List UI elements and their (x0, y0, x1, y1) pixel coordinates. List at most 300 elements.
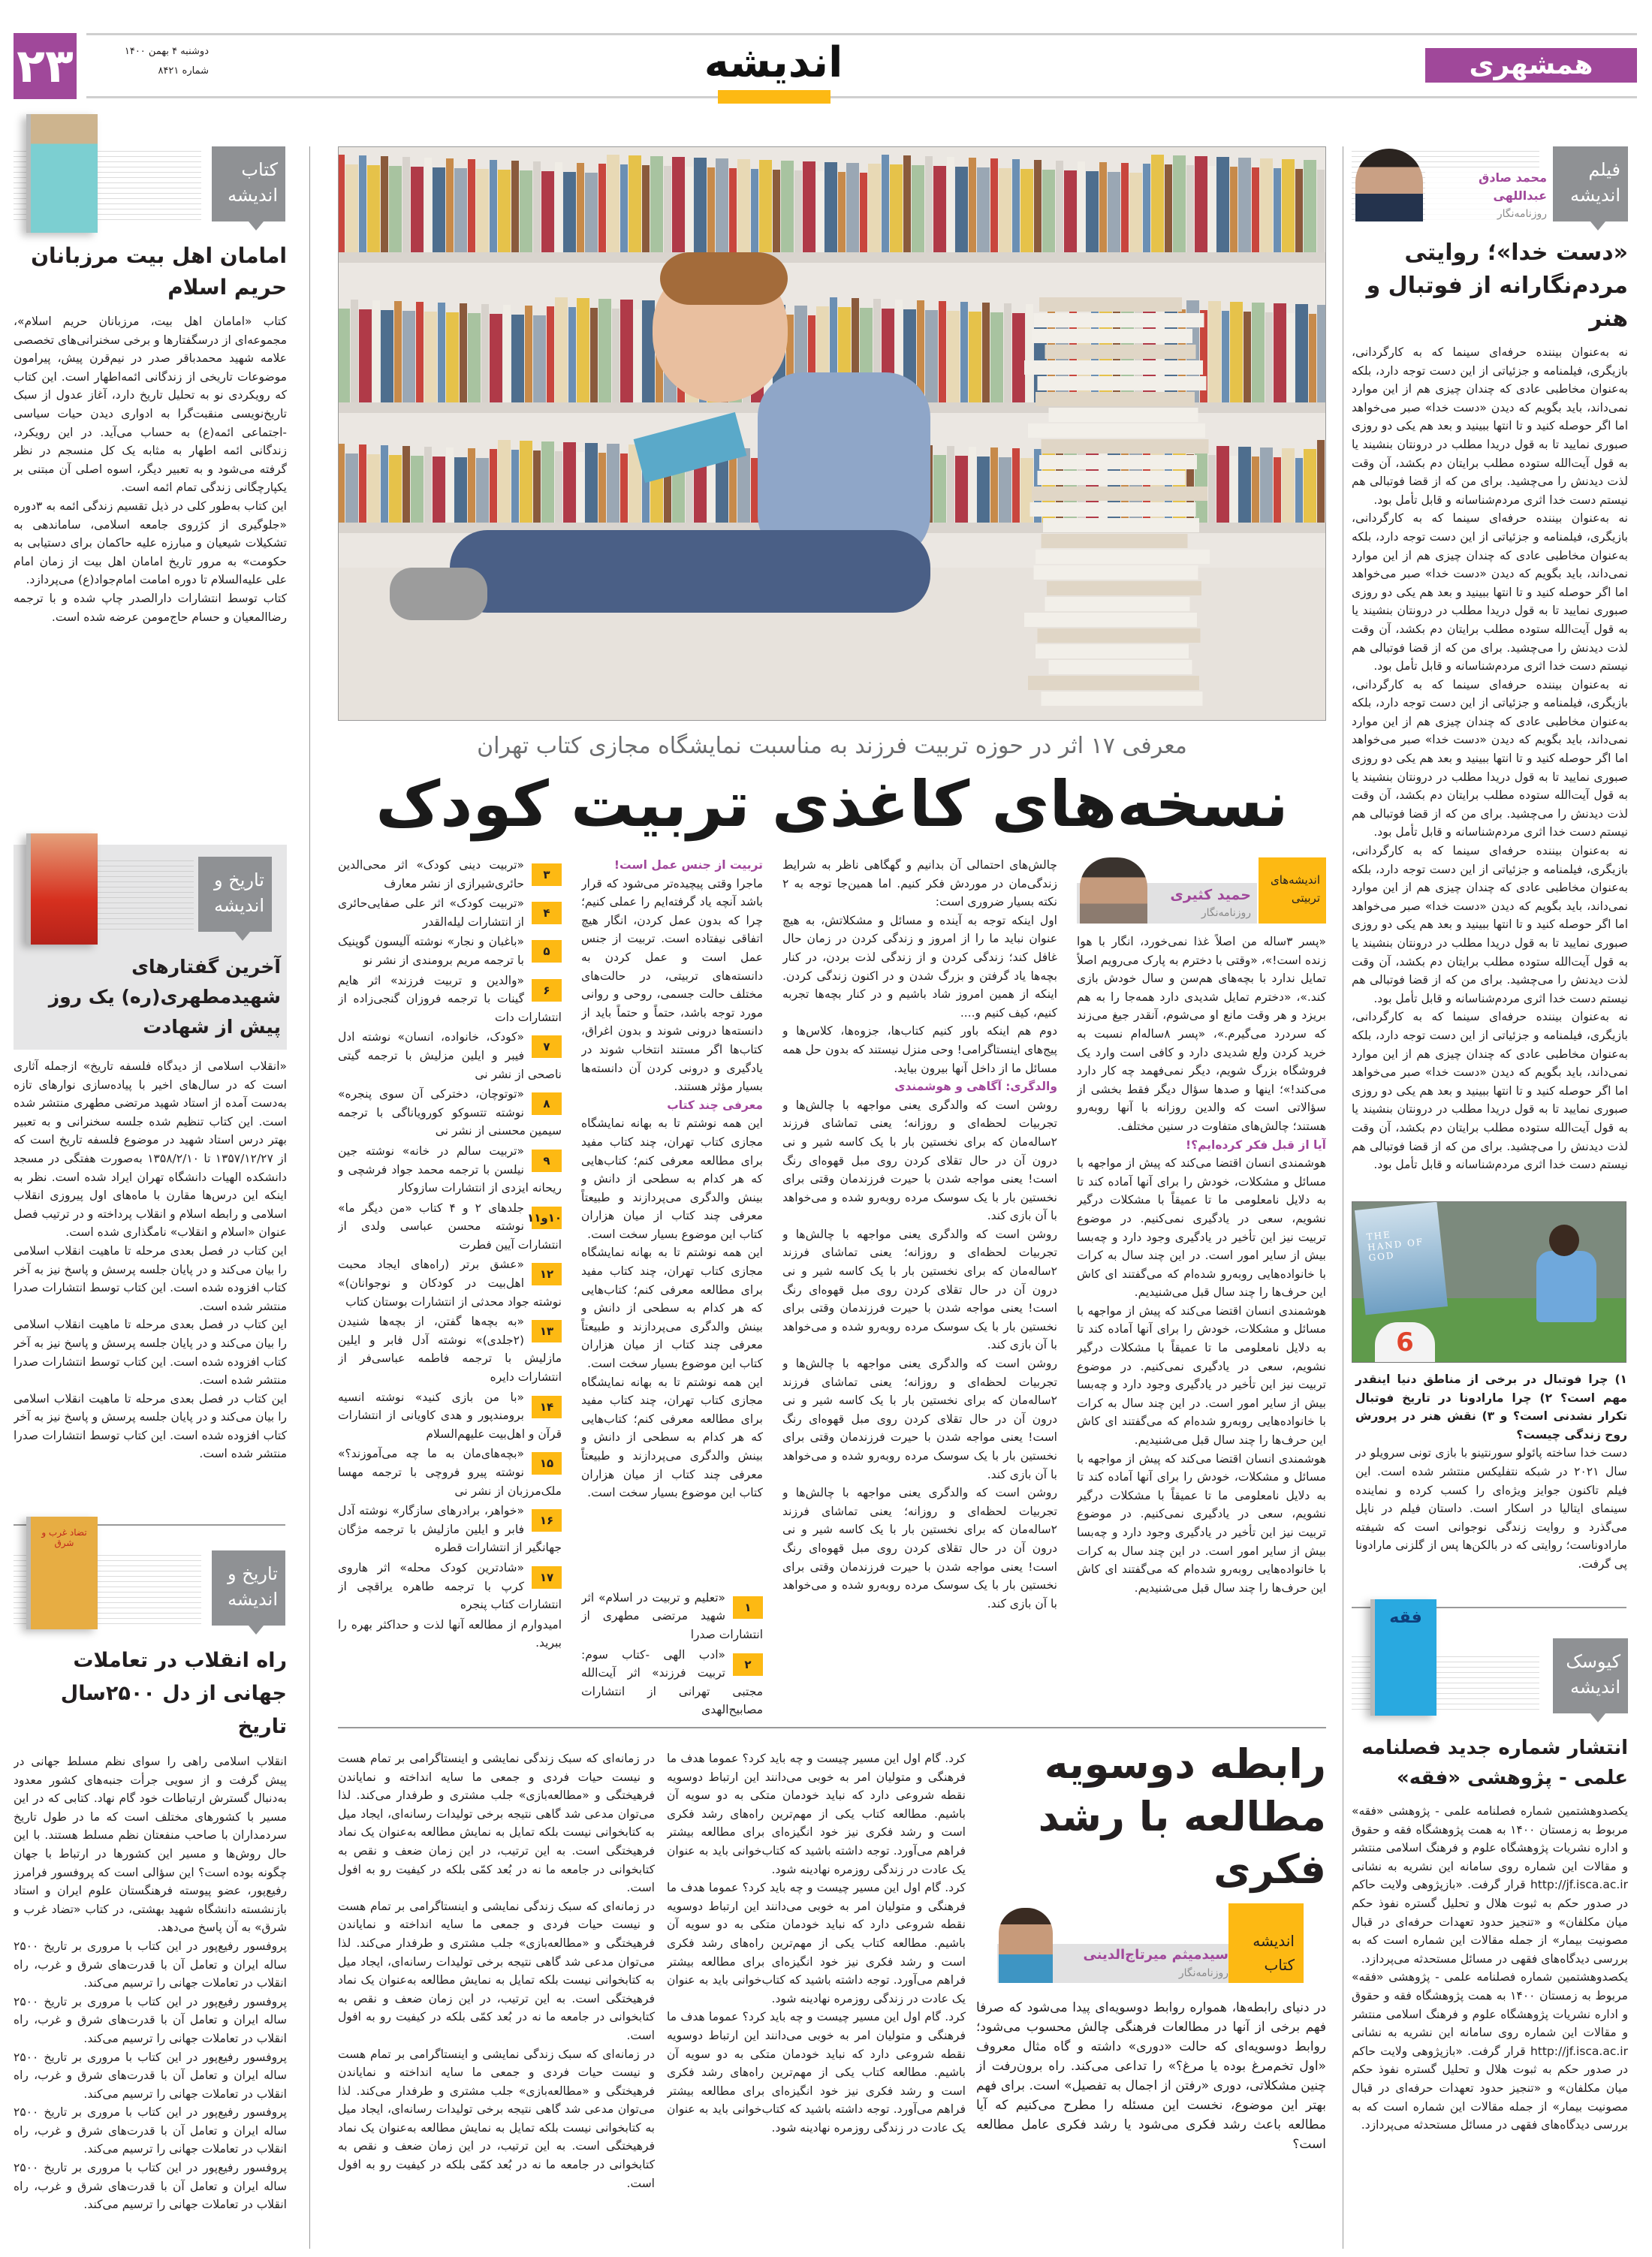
author-role: روزنامه‌نگار (1201, 907, 1251, 919)
stacked-book (1034, 565, 1198, 580)
book-spine (1287, 313, 1295, 402)
book-spine (490, 160, 497, 252)
book-spine (585, 443, 598, 523)
paragraph: این کتاب در فصل بعدی مرحله تا ماهیت انقلاب اسلامی را بیان می‌کند و در پایان جلسه پرسش و پاسخ نیز به آخر کتاب افزوده شده است. این کتاب توسط انتشارات صدرا منتشر شده است. (14, 1243, 287, 1313)
author-byline (1425, 169, 1547, 223)
film-photo-maradona (1352, 1201, 1626, 1363)
review-3-header (14, 1517, 287, 1635)
book-spine (1252, 303, 1265, 402)
label-line: اندیشه (1253, 1932, 1295, 1950)
stacked-book (1043, 518, 1199, 532)
paragraph: در دنیای رابطه‌ها، همواره روابط دوسویه‌ای پیدا می‌شود که صرفا فهم برخی از آنها در مطالعات فرهنگی چالش محسوب می‌شود؛ روابط دوسویه‌ای که حالت «دوری» داشته و گاه مثال معروف «اول تخم‌مرغ بوده یا مرغ؟» را تداعی می‌کند. راه برون‌رفت از چنین مشکلاتی، دوری «رفتن از اجمال به تفصیل» است. برای فهم بهتر این موضوع، نخست این مسئله را مطرح می‌کنیم که آیا مطالعه باعث رشد فکری می‌شود یا رشد فکری عامل مطالعه است؟ (976, 2000, 1326, 2152)
book-spine (794, 170, 802, 252)
stacked-book (1028, 676, 1199, 690)
book-spine (1304, 449, 1316, 523)
reading-column-left-wrap (338, 1749, 655, 2252)
author-role: روزنامه‌نگار (1178, 1967, 1228, 1979)
stacked-book (1032, 487, 1207, 501)
item-number: ۸ (532, 1092, 562, 1115)
paragraph: کتاب توسط انتشارات دارالصدر چاپ شده و با ترجمه رضاالمعیان و حسام حاج‌مومن عرضه شده است. (14, 591, 287, 624)
book-spine (476, 458, 489, 523)
book-spine (511, 450, 519, 523)
book-spine (642, 165, 650, 252)
stacked-book (1024, 613, 1197, 627)
film-photo-caption: ۱) چرا فوتبال در برخی از مناطق دنیا اینقدر مهم است؟ ۲) چرا مارادونا در تاریخ فوتبال تکرار نشدنی است؟ و ۳) نقش هنر در پرورش روح زندگی چیست؟ (1355, 1373, 1627, 1442)
book-spine (612, 309, 620, 402)
book-spine (824, 162, 837, 252)
closing-text: امیدوارم از مطالعه آنها لذت و حداکثر بهره را ببرید. (338, 1617, 562, 1650)
book-spine (1078, 161, 1085, 252)
child-jeans (450, 530, 930, 613)
book-list-item (338, 1028, 562, 1083)
section-divider (338, 1727, 1326, 1728)
item-number: ۱۷ (532, 1566, 562, 1589)
paragraph: در زمانه‌ای که سبک زندگی نمایشی و اینستاگرامی بر تمام هست و نیست حیات فردی و جمعی ما سایه انداخته و نمایاندن فرهیختگی و «مطالعه‌بازی» جلب مشتری و طرفدار می‌کند. لذا می‌توان مدعی شد گاهی نتیجه برخی تولیدات رسانه‌ای، ایجاد میل به کتابخوانی نیست بلکه تمایل به نمایش مطالعه به‌عنوان یک نماد فرهیختگی است. به این ترتیب، در این زمان ضعف و نقص به کتابخوانی در جامعه ما نه در بُعد کمّی بلکه در کیفیت رو به افول است. (338, 1752, 655, 1895)
book-spine (1252, 167, 1259, 252)
book-spine (1304, 160, 1316, 252)
paragraph: نه به‌عنوان بیننده حرفه‌ای سینما که به کارگردانی، بازیگری، فیلمنامه و جزئیاتی از این دست توجه دارد، بلکه به‌عنوان مخاطبی عادی که چندان چیزی هم از این موارد نمی‌داند، باید بگویم که دیدن «دست خدا» صبر می‌خواهد اما اگر حوصله کنید و تا انتها ببینید و بعد هم یکی دو روزی صبوری نمایید تا به قول دریدا مطلب در درونتان بنشیند یا به قول آیت‌الله ستوده مطلب برایتان دم بکشد، آن وقت لذت دیدنش را می‌چشید. برای من که از قضا فوتبالی هم نیستم دست خدا اثری مردم‌شناسانه و قابل تأمل بود. (1352, 511, 1628, 673)
book-spine (460, 303, 467, 402)
paragraph: اول اینکه توجه به آینده و مسائل و مشکلاتش، به هیچ عنوان نباید ما را از امروز و زندگی کردن در زمان حال غافل کند؛ زندگی کردن و از زندگی لذت بردن، در کنار بچه‌ها یاد گرفتن و بزرگ شدن و در اکنون زندگی کردن. اینکه از همین امروز شاد باشیم و در کنار بچه‌ها تجربه کنیم، کیف کنیم و.... (782, 913, 1057, 1020)
book-spine (925, 156, 933, 252)
main-photo-child-reading (338, 146, 1326, 721)
book-spine (955, 456, 968, 523)
book-spine (533, 315, 546, 402)
issue-number: شماره ۸۴۲۱ (158, 65, 209, 77)
book-spine (955, 167, 968, 252)
book-title: جلدهای ۲ و ۴ کتاب «من دیگر ما» نوشته محسن عباسی ولدی از انتشارات آیین فطرت (338, 1201, 562, 1252)
book-spine (1186, 165, 1194, 252)
author-box (1077, 856, 1326, 928)
book-review-3-body (14, 1752, 287, 2254)
stacked-book (1049, 408, 1198, 422)
review-2-header-bg (14, 833, 287, 1050)
main-article (338, 730, 1326, 1721)
book-list-item (338, 1388, 562, 1444)
author-photo (1080, 857, 1147, 924)
stacked-book (1036, 392, 1195, 406)
book-list-item (338, 1559, 562, 1614)
book-cover: تضاد غرب و شرق (26, 1517, 98, 1629)
kiosk-header (1352, 1599, 1628, 1725)
book-title: «خواهر، برادرهای سازگار» نوشته آدل فابر و ایلین مازلیش با ترجمه مژگان جهانگیر از انتشارات قطره (338, 1504, 562, 1555)
book-spine (367, 454, 380, 523)
book-spine (947, 157, 954, 252)
stacked-book (1038, 376, 1207, 390)
paragraph: چالش‌های احتمالی آن بدانیم و گهگاهی ناظر به شرایط زندگی‌مان در موردش فکر کنیم. اما همین‌جا توجه به ۲ نکته بسیار ضروری است: (782, 858, 1057, 909)
film-article-body-2 (1355, 1444, 1627, 1596)
paragraph: پروفسور رفیع‌پور در این کتاب با مروری بر تاریخ ۲۵۰۰ ساله ایران و تعامل آن با قدرت‌های شرق و غرب، راه انقلاب در تعاملات جهانی را ترسیم می‌کند. (14, 1994, 287, 2045)
book-spine (939, 301, 946, 402)
book-spine (990, 447, 998, 523)
book-review-2-headline: آخرین گفتارهای شهیدمطهری(ره) یک روز پیش از شهادت (48, 956, 281, 1038)
book-spine (1086, 171, 1099, 252)
stacked-book (1032, 329, 1192, 343)
book-spine (607, 444, 620, 523)
author-photo (1355, 149, 1423, 221)
subheading: والدگری: آگاهی و هوشمندی (894, 1080, 1057, 1094)
book-spine (481, 304, 489, 402)
book-spine (729, 168, 737, 252)
book-spine (664, 166, 671, 252)
paragraph: دست خدا ساخته پائولو سورنتینو با بازی تونی سرویلو در سال ۲۰۲۱ در شبکه نتفلیکس منتشر شده است. این فیلم تاکنون جوایز ویژه‌ای را کسب کرده و نماینده سینمای ایتالیا در اسکار است. داستان فیلم در ناپل می‌گذرد و روایت زندگی نوجوانی است که شیفته مارادوناست؛ روایتی که در بالکن‌ها پس از گلزنی مارادونا پی گرفت. (1355, 1446, 1627, 1571)
book-spine (672, 157, 685, 252)
author-name: حمید کثیری (1170, 887, 1251, 903)
book-review-3-headline: راه انقلاب در تعاملات جهانی از دل ۲۵۰۰سال تاریخ (60, 1649, 287, 1738)
player-head (1549, 1225, 1579, 1256)
book-spine (1230, 302, 1243, 402)
item-number: ۱۲ (532, 1263, 562, 1285)
book-spine (1042, 170, 1055, 252)
book-spine (345, 164, 358, 252)
book-spine (520, 441, 532, 523)
paragraph: این همه نوشتم تا به بهانه نمایشگاه مجازی کتاب تهران، چند کتاب مفید برای مطالعه معرفی کنم؛ کتاب‌هایی که هر کدام به سطحی از دانش و بینش والدگری می‌پردازند و طبیعتاً معرفی چند کتاب از میان هزاران کتاب این موضوع بسیار سخت است. (581, 1116, 763, 1241)
item-number: ۵ (532, 940, 562, 963)
book-spine (1026, 304, 1033, 402)
main-article-column-2 (581, 856, 763, 1721)
main-kicker: معرفی ۱۷ اثر در حوزه تربیت فرزند به مناسبت نمایشگاه مجازی کتاب تهران (477, 733, 1187, 759)
book-list-item (338, 1142, 562, 1198)
book-spine (411, 167, 424, 252)
stacked-book (1038, 471, 1186, 485)
item-number: ۷ (532, 1035, 562, 1058)
newspaper-logo[interactable]: همشهری (1425, 48, 1637, 83)
book-spine (424, 447, 432, 523)
book-spine (1208, 166, 1216, 252)
column-divider (309, 146, 310, 2249)
section-label-book (212, 146, 285, 221)
paragraph: یکصدوهشتمین شماره فصلنامه علمی - پژوهشی «فقه» مربوط به زمستان ۱۴۰۰ به همت پژوهشگاه فقه و حقوق و اداره نشریات پژوهشگاه علوم و فرهنگ اسلامی منتشر و مقالات این شماره روی سامانه این نشریه به نشانی http://jf.isca.ac.ir قرار گرفت. «بازپژوهی ولایت حاکم در صدور حکم به ثبوت هلال و تحلیل گستره نفوذ حکم میان مکلفان» و «تنجیز حدود تعهدات حرفه‌ای در قبال مصونیت بیمار» از جمله مقالات این شماره است که به بررسی دیدگاه‌های فقهی در مسائل مستحدثه می‌پردازد. (1352, 1970, 1628, 2132)
paragraph: کرد. گام اول این مسیر چیست و چه باید کرد؟ عموما هدف ما فرهنگی و متولیان امر به خوبی می‌دانند این ارتباط دوسویه نقطه شروعی دارد که نباید خودمان متکی به دو سویه آن باشیم. مطالعه کتاب یکی از مهم‌ترین راه‌های رشد فکری است و رشد فکری نیز خود انگیزه‌ای برای مطالعه بیشتر فراهم می‌آورد. توجه داشته باشید که کتاب‌خوانی باید به عنوان یک عادت در زندگی روزمره نهادینه شود. (667, 1752, 966, 1876)
book-title: «باغبان و نجار» نوشته آلیسون گوپنیک با ترجمه مریم برومندی از نشر نو (338, 935, 524, 967)
label-line: اندیشه (1570, 1677, 1620, 1698)
stacked-book (1024, 360, 1203, 375)
label-line: اندیشه (228, 185, 278, 206)
stacked-book (1039, 455, 1197, 469)
book-spine (650, 156, 663, 252)
book-spine (345, 454, 358, 523)
book-spine (1252, 457, 1259, 523)
book-spine (629, 155, 641, 252)
item-number: ۱ (733, 1596, 763, 1619)
book-spine (642, 300, 655, 402)
book-spine (933, 166, 946, 252)
film-article-body (1352, 343, 1628, 1194)
paragraph: پروفسور رفیع‌پور در این کتاب با مروری بر تاریخ ۲۵۰۰ ساله ایران و تعامل آن با قدرت‌های شرق و غرب، راه انقلاب در تعاملات جهانی را ترسیم می‌کند. (14, 1939, 287, 1990)
review-2-header (14, 833, 287, 946)
book-spine (541, 441, 554, 523)
book-spine (838, 172, 846, 252)
book-spine (1195, 156, 1207, 252)
book-spine (533, 450, 541, 523)
book-spine (1151, 155, 1164, 252)
kiosk-headline: انتشار شماره جدید فصلنامه علمی - پژوهشی «فقه» (1361, 1737, 1628, 1789)
section-label-reading (1228, 1903, 1304, 1983)
paragraph: «پسر ۳ساله من اصلاً غذا نمی‌خورد، انگار با هوا زنده است!»، «وقتی با دخترم به پارک می‌رویم اصلاً تمایل ندارد با بچه‌های هم‌سن و سال خودش بازی کند.»، «دخترم تمایل شدیدی دارد همه‌جا را به هم بریزد و هر وقت مانع او می‌شوم، آنقدر جیغ می‌زند که سردرد می‌گیرم.»، «پسر ۸ساله‌ام نسبت به خرید کردن ولع شدیدی دارد و کافی است وارد یک فروشگاه بزرگ شویم، دیگر نمی‌فهمد چه کار دارد می‌کند!»؛ اینها و صدها سؤال دیگر فقط بخشی از سؤالاتی است که والدین روزانه با آنها روبه‌رو هستند؛ چالش‌های متفاوت در سنین مختلف. (1077, 935, 1326, 1133)
book-spine (1056, 161, 1063, 252)
author-byline (1150, 886, 1256, 922)
book-title: «کودک، خانواده، انسان» نوشته ادل فیبر و ایلین مزلیش با ترجمه گیتی ناصحی از نشر نی (338, 1030, 562, 1081)
paragraph: پروفسور رفیع‌پور در این کتاب با مروری بر تاریخ ۲۵۰۰ ساله ایران و تعامل آن با قدرت‌های شرق و غرب، راه انقلاب در تعاملات جهانی را ترسیم می‌کند. (14, 2050, 287, 2101)
book-spine (933, 455, 946, 523)
book-review-2 (14, 833, 287, 1502)
item-number: ۴ (532, 902, 562, 924)
book-list-item (338, 1445, 562, 1500)
book-list-item (338, 856, 562, 893)
stacked-book (1042, 439, 1209, 454)
paragraph: این کتاب به‌طور کلی در ذیل تقسیم زندگی ائمه به ۳دوره «جلوگیری از کژروی جامعه اسلامی، ساماندهی به تشکیلات شیعیان و مبارزه علیه حاکمان برای دستیابی به حکومت» به مرور تاریخ امامان اهل بیت از زمان امام علی علیه‌السلام تا دوره امامت امام‌جواد(ع) می‌پردازد. (14, 499, 287, 587)
book-spine (1143, 164, 1150, 252)
book-spine (468, 313, 481, 402)
book-spine (438, 303, 445, 402)
paragraph: هوشمندی انسان اقتضا می‌کند که پیش از مواجهه با مسائل و مشکلات، خودش را برای آنها آماده کند تا به دلایل نامعلومی ما تا عمیقاً با مشکلات درگیر نشویم، سعی در یادگیری نمی‌کنیم. در موضوع تربیت نیز این تأخیر در یادگیری وجود دارد و چه‌بسا بیش از سایر امور است. در این چند سال به کرات با خانواده‌هایی روبه‌رو شده‌ام که می‌گفتند ای کاش این حرف‌ها را چند سال قبل می‌شنیدیم. (1077, 1303, 1326, 1448)
book-spine (498, 440, 511, 523)
paragraph: این همه نوشتم تا به بهانه نمایشگاه مجازی کتاب تهران، چند کتاب مفید برای مطالعه معرفی کنم؛ کتاب‌هایی که هر کدام به سطحی از دانش و بینش والدگری می‌پردازند و طبیعتاً معرفی چند کتاب از میان هزاران کتاب این موضوع بسیار سخت است. (581, 1246, 763, 1371)
stacked-book (1030, 502, 1196, 517)
book-spine (1309, 314, 1316, 402)
stacked-book (1047, 581, 1201, 595)
item-number: ۱۰و۱۱ (532, 1207, 562, 1229)
book-spine (947, 311, 960, 402)
author-role: روزنامه‌نگار (1497, 208, 1547, 220)
book-spine (781, 161, 794, 252)
reading-article-lead (976, 1738, 1326, 2254)
book-spine (585, 173, 598, 252)
book-spine (846, 163, 859, 252)
player-shirt (1536, 1251, 1596, 1322)
book-spine (577, 163, 584, 252)
book-spine (707, 457, 715, 523)
book-spine (590, 308, 598, 402)
book-title: «شادترین کودک محله» اثر هاروی کرپ با ترجمه طاهره یراقچی از انتشارات کتاب پنجره (338, 1560, 562, 1612)
book-spine (359, 155, 366, 252)
author-photo (999, 1908, 1053, 1983)
paragraph: این کتاب در فصل بعدی مرحله تا ماهیت انقلاب اسلامی را بیان می‌کند و در پایان جلسه پرسش و پاسخ نیز به آخر کتاب افزوده شده است. این کتاب توسط انتشارات صدرا منتشر شده است. (14, 1391, 287, 1461)
book-spine (511, 161, 519, 252)
header-bottom-rule (86, 96, 1637, 98)
book-spine (1012, 313, 1025, 402)
book-spine (716, 158, 728, 252)
book-spine (925, 310, 938, 402)
review-1-header (14, 113, 287, 234)
book-spine (1012, 448, 1020, 523)
book-spine (372, 300, 380, 402)
page-number: ۲۳ (14, 33, 77, 99)
book-cover (26, 833, 98, 945)
book-title: «به بچه‌ها گفتن، از بچه‌ها شنیدن (۲جلدی)» نوشته آدل فابر و ایلین مازلیش با ترجمه فاطمه عباسی‌فر از انتشارات دایره (338, 1315, 562, 1385)
subheading: تربیت از جنس عمل است! (613, 858, 763, 872)
book-spine (1238, 447, 1251, 523)
book-spine (1216, 446, 1229, 523)
main-article-column-1 (338, 856, 562, 1721)
stacked-book (1042, 692, 1203, 706)
book-spine (1108, 172, 1120, 252)
book-spine (381, 445, 388, 523)
book-spine (511, 315, 524, 402)
paragraph: این کتاب در فصل بعدی مرحله تا ماهیت انقلاب اسلامی را بیان می‌کند و در پایان جلسه پرسش و پاسخ نیز به آخر کتاب افزوده شده است. این کتاب توسط انتشارات صدرا منتشر شده است. (14, 1318, 287, 1388)
section-title-bar (718, 90, 831, 104)
book-spine (359, 309, 372, 402)
book-title: «تربیت سالم در خانه» نوشته جین نیلسن با ترجمه محمد جواد فرشچی و ریحانه ایزدی از انتشارات سازوکار (338, 1144, 562, 1195)
book-spine (367, 165, 380, 252)
label-line: کتاب (1264, 1956, 1295, 1974)
book-spine (903, 155, 911, 252)
book-title: «با من بازی کنید» نوشته انسیه برومندپور و هدی کاویانی از انتشارات قرآن و اهل‌بیت علیهم‌السلام (338, 1390, 562, 1441)
reading-column-middle-wrap (667, 1749, 966, 2252)
book-spine (490, 449, 497, 523)
book-spine (1004, 303, 1011, 402)
paragraph: پروفسور رفیع‌پور در این کتاب با مروری بر تاریخ ۲۵۰۰ ساله ایران و تعامل آن با قدرت‌های شرق و غرب، راه انقلاب در تعاملات جهانی را ترسیم می‌کند. (14, 2161, 287, 2212)
book-spine (338, 155, 345, 252)
book-spine (1208, 455, 1216, 523)
main-article-columns (338, 856, 1326, 1721)
paragraph: پروفسور رفیع‌پور در این کتاب با مروری بر تاریخ ۲۵۰۰ ساله ایران و تعامل آن با قدرت‌های شرق و غرب، راه انقلاب در تعاملات جهانی را ترسیم می‌کند. (14, 2105, 287, 2156)
book-spine (338, 444, 345, 523)
journal-cover: فقه (1370, 1599, 1436, 1716)
player-number-6: 6 (1375, 1322, 1435, 1363)
book-spine (620, 454, 628, 523)
paragraph: یکصدوهشتمین شماره فصلنامه علمی - پژوهشی «فقه» مربوط به زمستان ۱۴۰۰ به همت پژوهشگاه فقه و حقوق و اداره نشریات پژوهشگاه علوم و فرهنگ اسلامی منتشر و مقالات این شماره روی سامانه این نشریه به نشانی http://jf.isca.ac.ir قرار گرفت. «بازپژوهی ولایت حاکم در صدور حکم به ثبوت هلال و تحلیل گستره نفوذ حکم میان مکلفان» و «تنجیز حدود تعهدات حرفه‌ای در قبال مصونیت بیمار» از جمله مقالات این شماره است که به بررسی دیدگاه‌های فقهی در مسائل مستحدثه می‌پردازد. (1352, 1804, 1628, 1966)
paragraph: در زمانه‌ای که سبک زندگی نمایشی و اینستاگرامی بر تمام هست و نیست حیات فردی و جمعی ما سایه انداخته و نمایاندن فرهیختگی و «مطالعه‌بازی» جلب مشتری و طرفدار می‌کند. لذا می‌توان مدعی شد گاهی نتیجه برخی تولیدات رسانه‌ای، ایجاد میل به کتابخوانی نیست بلکه تمایل به نمایش مطالعه به‌عنوان یک نماد فرهیختگی است. به این ترتیب، در این زمان ضعف و نقص به کتابخوانی در جامعه ما نه در بُعد کمّی بلکه در کیفیت رو به افول است. (338, 2047, 655, 2190)
item-number: ۶ (532, 979, 562, 1002)
book-spine (729, 457, 737, 523)
photo-illustration (338, 147, 1325, 721)
decor-stripes (96, 856, 194, 931)
book-spine (598, 299, 611, 402)
book-title: «ادب الهی -کتاب سوم: تربیت فرزند» اثر آیت‌الله مجتبی تهرانی از انتشارات مصابیح‌الهدی (581, 1647, 763, 1717)
book-spine (503, 305, 511, 402)
kiosk-article (1352, 1599, 1628, 2254)
book-spine (454, 168, 467, 252)
book-spine (620, 300, 633, 402)
stacked-book (1045, 597, 1190, 611)
book-review-1-headline: امامان اهل بیت مرزبانان حریم اسلام (31, 243, 287, 300)
paragraph: روشن است که والدگری یعنی مواجهه با چالش‌ها و تجربیات لحظه‌ای و روزانه؛ یعنی تماشای فرزند ۲ساله‌مان که برای نخستین بار با یک کاسه شیر و نی درون آن در حال تقلای کردن روی مبل قهوه‌ای رنگ است! یعنی مواجه شدن با حیرت فرزندمان وقتی برای نخستین بار با یک سوسک مرده روبه‌رو شده و می‌خواهد با آن بازی کند. (782, 1227, 1057, 1352)
item-number: ۱۶ (532, 1509, 562, 1532)
book-list-item (338, 1502, 562, 1557)
book-spine (1230, 456, 1237, 523)
book-spine (454, 457, 467, 523)
section-label-history (212, 1550, 285, 1626)
main-article-column-4 (1077, 856, 1326, 1721)
book-spine (1260, 447, 1273, 523)
book-spine (424, 312, 437, 402)
book-title: «تعلیم و تربیت در اسلام» اثر شهید مرتضی مطهری از انتشارات صدرا (581, 1590, 763, 1642)
issue-info (81, 42, 209, 81)
book-spine (686, 167, 693, 252)
book-spine (338, 309, 350, 402)
book-spine (751, 169, 758, 252)
section-label-film (1553, 146, 1628, 221)
book-cover (26, 114, 98, 233)
book-list-item (338, 1312, 562, 1386)
book-spine (816, 171, 824, 252)
reading-column-right (976, 1998, 1326, 2254)
paragraph: نه به‌عنوان بیننده حرفه‌ای سینما که به کارگردانی، بازیگری، فیلمنامه و جزئیاتی از این دست توجه دارد، بلکه به‌عنوان مخاطبی عادی که چندان چیزی هم از این موارد نمی‌داند، باید بگویم که دیدن «دست خدا» صبر می‌خواهد اما اگر حوصله کنید و تا انتها ببینید و بعد هم یکی دو روزی صبوری نمایید تا به قول دریدا مطلب در درونتان بنشیند یا به قول آیت‌الله ستوده مطلب برایتان دم بکشد، آن وقت لذت دیدنش را می‌چشید. برای من که از قضا فوتبالی هم نیستم دست خدا اثری مردم‌شناسانه و قابل تأمل بود. (1352, 1010, 1628, 1172)
book-spine (1208, 301, 1221, 402)
column-text (782, 856, 1057, 1721)
paragraph: هوشمندی انسان اقتضا می‌کند که پیش از مواجهه با مسائل و مشکلات، خودش را برای آنها آماده کند تا به دلایل نامعلومی ما تا عمیقاً با مشکلات درگیر نشویم، سعی در یادگیری نمی‌کنیم. در موضوع تربیت نیز این تأخیر در یادگیری وجود دارد و چه‌بسا بیش از سایر امور است. در این چند سال به کرات با خانواده‌هایی روبه‌رو شده‌ام که می‌گفتند ای کاش این حرف‌ها را چند سال قبل می‌شنیدیم. (1077, 1156, 1326, 1300)
book-spine (446, 312, 459, 402)
paragraph: نه به‌عنوان بیننده حرفه‌ای سینما که به کارگردانی، بازیگری، فیلمنامه و جزئیاتی از این دست توجه دارد، بلکه به‌عنوان مخاطبی عادی که چندان چیزی هم از این موارد نمی‌داند، باید بگویم که دیدن «دست خدا» صبر می‌خواهد اما اگر حوصله کنید و تا انتها ببینید و بعد هم یکی دو روزی صبوری نمایید تا به قول دریدا مطلب در درونتان بنشیند یا به قول آیت‌الله ستوده مطلب برایتان دم بکشد، آن وقت لذت دیدنش را می‌چشید. برای من که از قضا فوتبالی هم نیستم دست خدا اثری مردم‌شناسانه و قابل تأمل بود. (1352, 677, 1628, 839)
book-spine (1216, 157, 1229, 252)
book-spine (402, 157, 410, 252)
book-spine (555, 451, 562, 523)
book-title: «تربیت دینی کودک» اثر محی‌الدین حائری‌شیرازی از نشر معارف (338, 858, 524, 890)
paragraph: «انقلاب اسلامی از دیدگاه فلسفه تاریخ» ازجمله آثاری است که در سال‌های اخیر با پیاده‌سازی نوارهای تازه به‌دست آمده از استاد شهید مرتضی مطهری منتشر شده است. این کتاب تنظیم شده جلسه سخنرانی و به تعبیر بهتر درس استاد شهید در موضوع فلسفه تاریخ است که از ۱۳۵۷/۱۲/۲۷ تا ۱۳۵۸/۲/۱۰ به‌صورت هفتگی در مسجد دانشکده الهیات دانشگاه تهران ایراد شده است. نظر به اینکه این درس‌ها مقارن با ماه‌های اول پیروزی انقلاب اسلامی و رابطه اسلام و انقلاب پرداخته و در ترتیب فصل عنوان «اسلام و انقلاب» نامگذاری شده است. (14, 1059, 287, 1240)
book-spine (737, 159, 750, 252)
book-spine (694, 158, 707, 252)
book-spine (707, 167, 715, 252)
book-title: «تربیت کودک» اثر علی صفایی‌حائری از انتشارات لیله‌القدر (338, 896, 524, 929)
paragraph: نه به‌عنوان بیننده حرفه‌ای سینما که به کارگردانی، بازیگری، فیلمنامه و جزئیاتی از این دست توجه دارد، بلکه به‌عنوان مخاطبی عادی که چندان چیزی هم از این موارد نمی‌داند، باید بگویم که دیدن «دست خدا» صبر می‌خواهد اما اگر حوصله کنید و تا انتها ببینید و بعد هم یکی دو روزی صبوری نمایید تا به قول دریدا مطلب در درونتان بنشیند یا به قول آیت‌الله ستوده مطلب برایتان دم بکشد، آن وقت لذت دیدنش را می‌چشید. برای من که از قضا فوتبالی هم نیستم دست خدا اثری مردم‌شناسانه و قابل تأمل بود. (1352, 345, 1628, 507)
book-spine (620, 164, 628, 252)
book-spine (533, 161, 541, 252)
label-line: فیلم (1588, 159, 1620, 180)
book-spine (1173, 155, 1186, 252)
reading-headline: رابطه دوسویه مطالعه با رشد فکری (1038, 1740, 1326, 1893)
label-line: کتاب (241, 159, 278, 180)
reading-column-middle (667, 1749, 966, 2252)
book-spine (563, 172, 576, 252)
book-spine (607, 155, 620, 252)
book-spine (446, 158, 454, 252)
book-spine (737, 448, 750, 523)
author-name: محمد صادق عبداللهی (1479, 170, 1547, 203)
book-list-part-2 (338, 856, 562, 1616)
book-spine (1260, 158, 1273, 252)
book-spine (555, 297, 568, 402)
book-spine (598, 453, 606, 523)
paragraph: این همه نوشتم تا به بهانه نمایشگاه مجازی کتاب تهران، چند کتاب مفید برای مطالعه معرفی کنم؛ کتاب‌هایی که هر کدام به سطحی از دانش و بینش والدگری می‌پردازند و طبیعتاً معرفی چند کتاب از میان هزاران کتاب این موضوع بسیار سخت است. (581, 1375, 763, 1500)
book-spine (1129, 173, 1142, 252)
book-spine (1295, 304, 1308, 402)
book-list-item (581, 1589, 763, 1644)
book-spine (1064, 170, 1077, 252)
main-article-column-3 (782, 856, 1057, 1721)
book-spine (1317, 305, 1325, 402)
child-sock (390, 568, 487, 620)
book-spine (990, 312, 1003, 402)
label-line: اندیشه (1570, 185, 1620, 206)
main-headline: نسخه‌های کاغذی تربیت کودک (375, 767, 1289, 841)
book-spine (773, 170, 780, 252)
book-spine (525, 306, 532, 402)
paragraph: روشن است که والدگری یعنی مواجهه با چالش‌ها و تجربیات لحظه‌ای و روزانه؛ یعنی تماشای فرزند ۲ساله‌مان که برای نخستین بار با یک کاسه شیر و نی درون آن در حال تقلای کردن روی مبل قهوه‌ای رنگ است! یعنی مواجه شدن با حیرت فرزندمان وقتی برای نخستین بار با یک سوسک مرده روبه‌رو شده و می‌خواهد با آن بازی کند. (782, 1486, 1057, 1611)
item-number: ۲ (733, 1653, 763, 1676)
book-spine (1034, 160, 1042, 252)
stacked-book (1039, 297, 1182, 312)
book-spine (468, 159, 475, 252)
book-review-1 (14, 113, 287, 800)
book-spine (1020, 169, 1033, 252)
book-spine (947, 446, 954, 523)
header-top-rule (86, 33, 1637, 35)
author-byline (1057, 1946, 1228, 1982)
film-article-continued (1355, 1370, 1627, 1596)
book-spine (351, 300, 358, 402)
child-hair (660, 252, 788, 305)
book-spine (555, 162, 562, 252)
stacked-book (1038, 628, 1201, 643)
film-headline: «دست خدا»؛ روایتی مردم‌نگارانه از فوتبال و هنر (1366, 240, 1628, 332)
column-text (581, 856, 763, 1589)
book-review-2-body (14, 1057, 287, 1502)
book-spine (1274, 168, 1281, 252)
book-spine (1282, 448, 1295, 523)
book-spine (982, 303, 990, 402)
book-spine (634, 309, 641, 402)
